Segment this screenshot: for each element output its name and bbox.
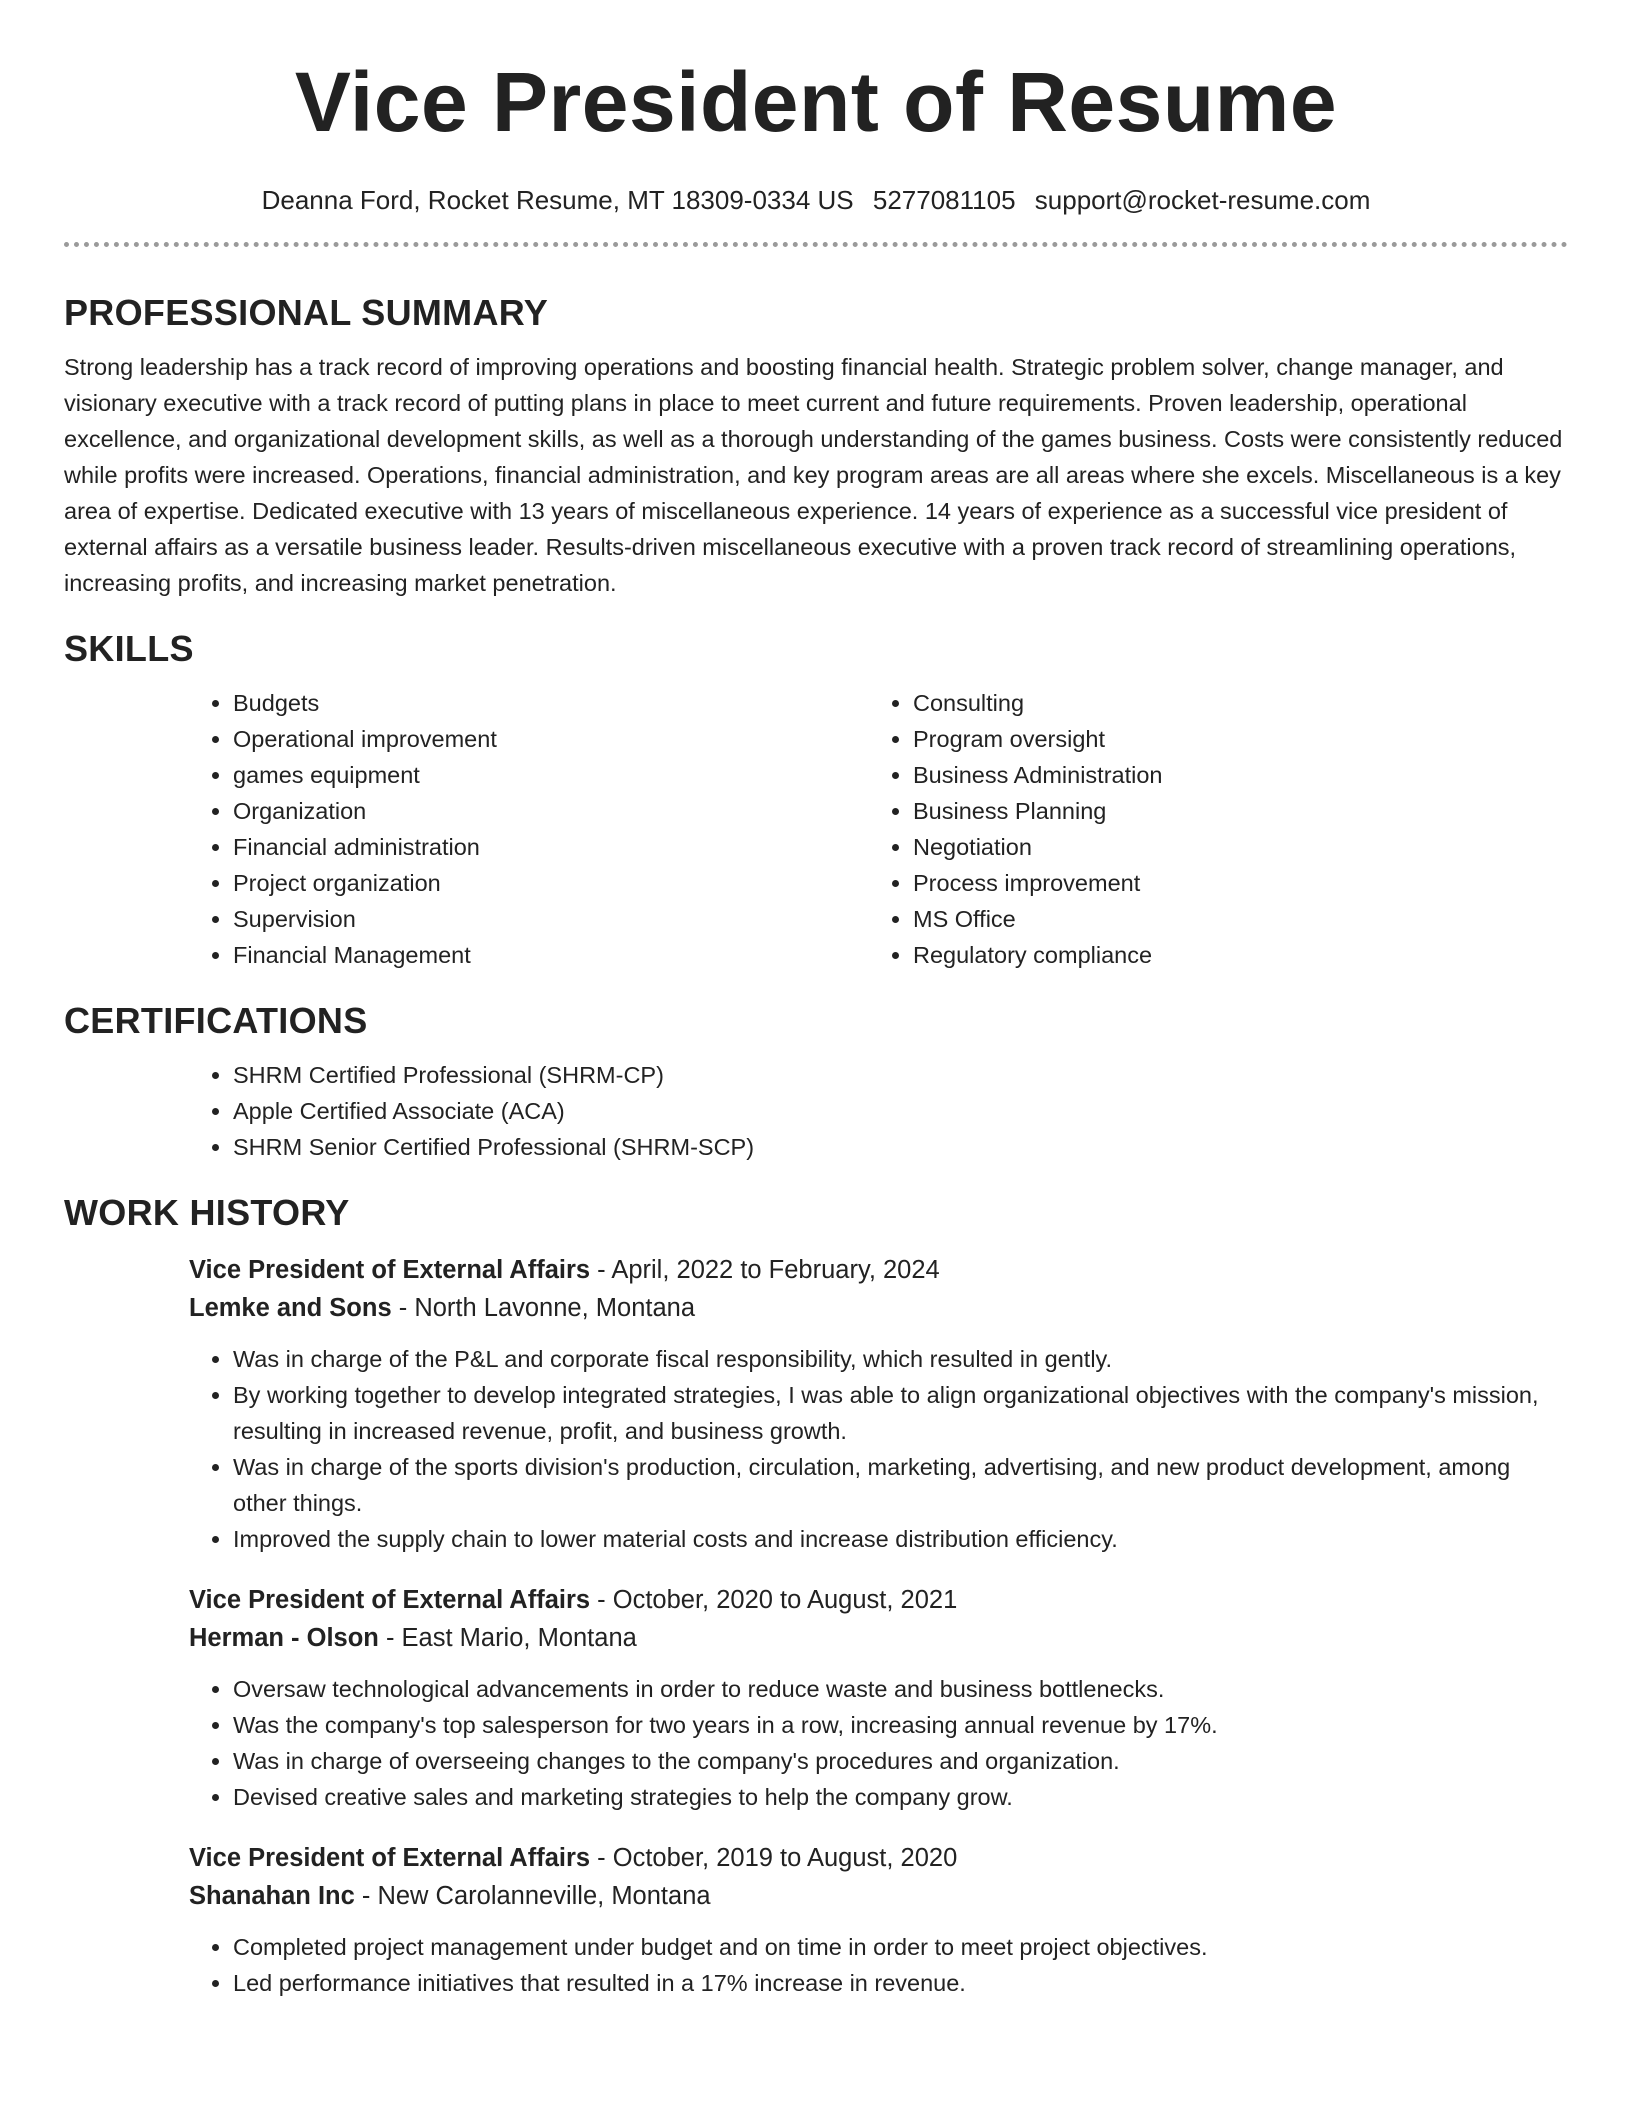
job-company: Lemke and Sons (189, 1294, 392, 1322)
job-title: Vice President of External Affairs (189, 1586, 591, 1614)
job-dates: - April, 2022 to February, 2024 (590, 1256, 940, 1284)
job-company-line (189, 1289, 1568, 1327)
job-bullet: • Led performance initiatives that resulted in a 17% increase in revenue. (233, 1965, 1568, 2001)
job-bullet: • Improved the supply chain to lower material costs and increase distribution efficiency. (233, 1521, 1568, 1557)
summary-section (64, 291, 1568, 601)
skills-section (64, 627, 1568, 973)
skill-item: • Regulatory compliance (913, 937, 1549, 973)
job-title: Vice President of External Affairs (189, 1256, 591, 1284)
skill-item: • Financial administration (233, 829, 869, 865)
work-history-heading: WORK HISTORY (64, 1192, 350, 1233)
job-dates: - October, 2019 to August, 2020 (590, 1844, 958, 1872)
job-bullet: • Was in charge of the P&L and corporate fiscal responsibility, which resulted in gently. (233, 1341, 1568, 1377)
job-company-line (189, 1877, 1568, 1915)
job-bullet: • Was in charge of the sports division's production, circulation, marketing, advertising, and new product development, among other things. (233, 1449, 1568, 1521)
job-bullet: • By working together to develop integrated strategies, I was able to align organizational objectives with the company's mission, resulting in increased revenue, profit, and business growth. (233, 1377, 1568, 1449)
certification-item: • SHRM Certified Professional (SHRM-CP) (233, 1057, 1568, 1093)
skill-item: • Budgets (233, 685, 869, 721)
skill-item: • Business Planning (913, 793, 1549, 829)
contact-phone: 5277081105 (872, 185, 1016, 215)
skill-item: • Project organization (233, 865, 869, 901)
job-bullets (189, 1341, 1568, 1557)
job-entry (189, 1581, 1568, 1815)
header-divider (64, 242, 1568, 247)
certifications-body (189, 1057, 1568, 1165)
job-title-line (189, 1839, 1568, 1877)
job-title-line (189, 1581, 1568, 1619)
job-company: Herman - Olson (189, 1624, 379, 1652)
skill-item: • Consulting (913, 685, 1549, 721)
job-location: - East Mario, Montana (378, 1624, 637, 1652)
skills-list-left (189, 685, 869, 973)
summary-text: Strong leadership has a track record of improving operations and boosting financial health. Strategic problem solver, change manager, and visionary executive with a track record of putting plans in place to meet current and future requirements. Proven leadership, operational excellence, and organizational development skills, as well as a thorough understanding of the games business. Costs were consistently reduced while profits were increased. Operations, financial administration, and key program areas are all areas where she excels. Miscellaneous is a key area of expertise. Dedicated executive with 13 years of miscellaneous experience. 14 years of experience as a successful vice president of external affairs as a versatile business leader. Results-driven miscellaneous executive with a proven track record of streamlining operations, increasing profits, and increasing market penetration. (64, 354, 1563, 596)
skills-list-right (869, 685, 1549, 973)
job-bullet: • Was in charge of overseeing changes to the company's procedures and organization. (233, 1743, 1568, 1779)
contact-line (64, 184, 1568, 216)
certifications-list (189, 1057, 1568, 1165)
job-entry (189, 1839, 1568, 2001)
skill-item: • Operational improvement (233, 721, 869, 757)
skill-item: • Process improvement (913, 865, 1549, 901)
skill-item: • games equipment (233, 757, 869, 793)
job-bullets (189, 1671, 1568, 1815)
skills-column-right (869, 671, 1549, 973)
certifications-heading: CERTIFICATIONS (64, 1000, 368, 1041)
certification-item: • SHRM Senior Certified Professional (SHRM-SCP) (233, 1129, 1568, 1165)
resume-name: Vice President of Resume (294, 55, 1338, 149)
contact-email: support@rocket-resume.com (1034, 185, 1371, 215)
job-company: Shanahan Inc (189, 1882, 355, 1910)
skill-item: • MS Office (913, 901, 1549, 937)
skills-column-left (189, 671, 869, 973)
job-entry (189, 1251, 1568, 1557)
job-location: - New Carolanneville, Montana (354, 1882, 711, 1910)
summary-heading: PROFESSIONAL SUMMARY (64, 292, 549, 333)
job-bullet: • Was the company's top salesperson for two years in a row, increasing annual revenue by 17%. (233, 1707, 1568, 1743)
job-bullet: • Completed project management under budget and on time in order to meet project objectives. (233, 1929, 1568, 1965)
job-bullets (189, 1929, 1568, 2001)
skill-item: • Business Administration (913, 757, 1549, 793)
job-location: - North Lavonne, Montana (391, 1294, 696, 1322)
work-history-section (64, 1191, 1568, 2001)
job-title-line (189, 1251, 1568, 1289)
skill-item: • Organization (233, 793, 869, 829)
job-title: Vice President of External Affairs (189, 1844, 591, 1872)
skills-heading: SKILLS (64, 628, 194, 669)
job-bullet: • Oversaw technological advancements in order to reduce waste and business bottlenecks. (233, 1671, 1568, 1707)
skills-grid (189, 671, 1568, 973)
job-dates: - October, 2020 to August, 2021 (590, 1586, 958, 1614)
job-bullet: • Devised creative sales and marketing strategies to help the company grow. (233, 1779, 1568, 1815)
contact-address: Deanna Ford, Rocket Resume, MT 18309-0334 US (261, 185, 854, 215)
certification-item: • Apple Certified Associate (ACA) (233, 1093, 1568, 1129)
certifications-section (64, 999, 1568, 1165)
skill-item: • Financial Management (233, 937, 869, 973)
job-company-line (189, 1619, 1568, 1657)
skill-item: • Program oversight (913, 721, 1549, 757)
skill-item: • Negotiation (913, 829, 1549, 865)
skill-item: • Supervision (233, 901, 869, 937)
